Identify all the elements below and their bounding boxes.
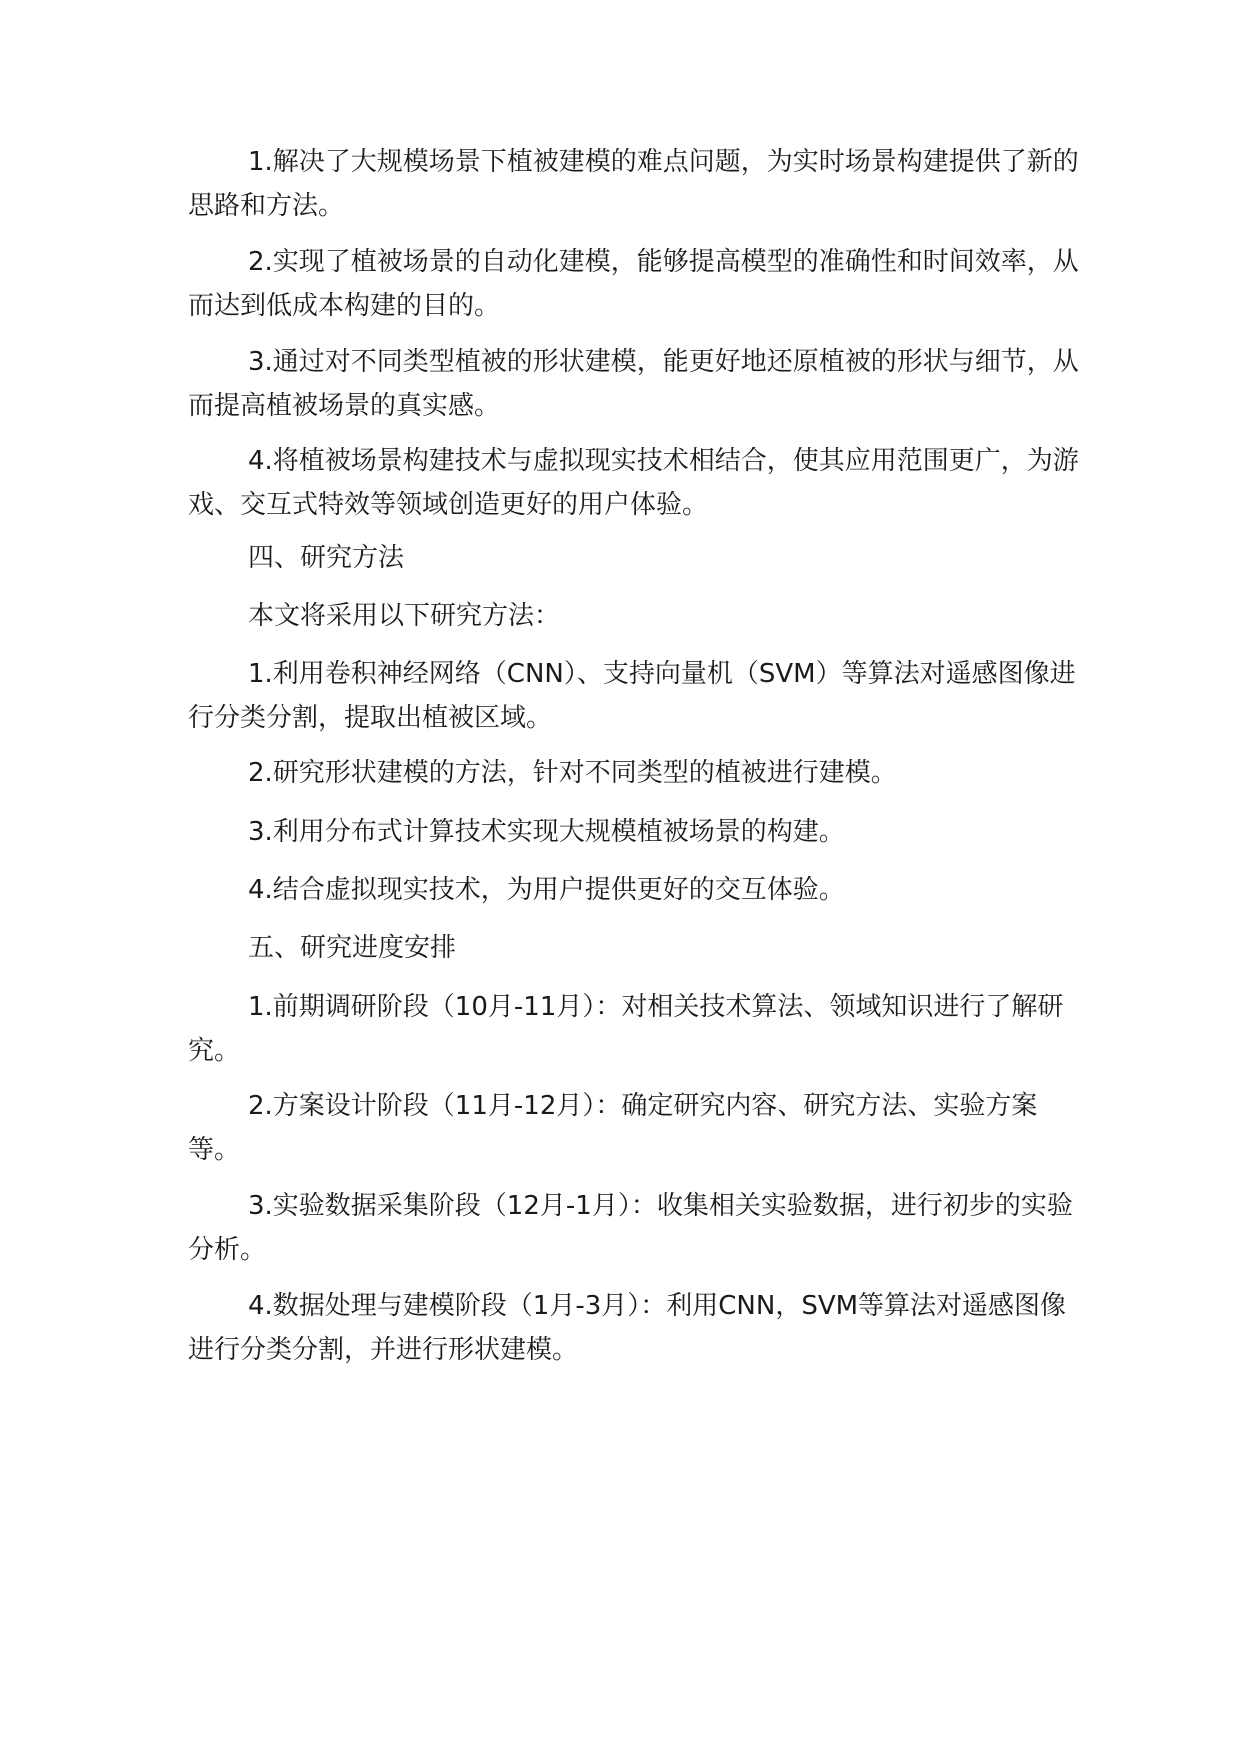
paragraph-method-1: 1.利用卷积神经网络（CNN）、支持向量机（SVM）等算法对遥感图像进行分类分割，提取出植被区域。 — [188, 659, 1076, 733]
paragraph-schedule-2: 2.方案设计阶段（11月-12月）：确定研究内容、研究方法、实验方案等。 — [188, 1091, 1038, 1165]
paragraph-methods-intro: 本文将采用以下研究方法： — [248, 601, 561, 631]
paragraph-schedule-1: 1.前期调研阶段（10月-11月）：对相关技术算法、领域知识进行了解研究。 — [188, 992, 1064, 1066]
section-heading-schedule: 五、研究进度安排 — [248, 933, 457, 963]
paragraph-schedule-3: 3.实验数据采集阶段（12月-1月）：收集相关实验数据，进行初步的实验分析。 — [188, 1191, 1073, 1265]
paragraph-method-3: 3.利用分布式计算技术实现大规模植被场景的构建。 — [248, 817, 845, 847]
paragraph-method-4: 4.结合虚拟现实技术，为用户提供更好的交互体验。 — [248, 875, 845, 905]
paragraph-method-2: 2.研究形状建模的方法，针对不同类型的植被进行建模。 — [248, 758, 897, 788]
paragraph-significance-2: 2.实现了植被场景的自动化建模，能够提高模型的准确性和时间效率，从而达到低成本构建的目的。 — [188, 247, 1079, 321]
paragraph-significance-1: 1.解决了大规模场景下植被建模的难点问题，为实时场景构建提供了新的思路和方法。 — [188, 147, 1079, 221]
section-heading-methods: 四、研究方法 — [248, 543, 405, 573]
paragraph-significance-3: 3.通过对不同类型植被的形状建模，能更好地还原植被的形状与细节，从而提高植被场景的真实感。 — [188, 347, 1079, 421]
paragraph-significance-4: 4.将植被场景构建技术与虚拟现实技术相结合，使其应用范围更广，为游戏、交互式特效等领域创造更好的用户体验。 — [188, 446, 1079, 520]
paragraph-schedule-4: 4.数据处理与建模阶段（1月-3月）：利用CNN，SVM等算法对遥感图像进行分类分割，并进行形状建模。 — [188, 1291, 1067, 1365]
